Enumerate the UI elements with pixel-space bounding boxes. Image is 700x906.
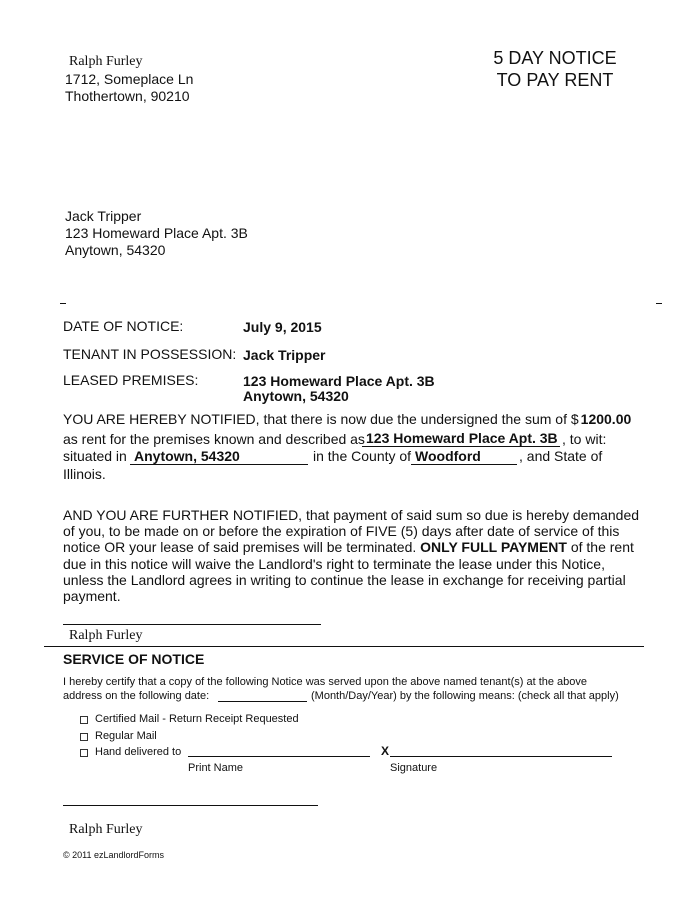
title-line-1: 5 DAY NOTICE: [493, 48, 617, 68]
landlord-signature-name: Ralph Furley: [69, 628, 143, 643]
hand-delivered-label: Hand delivered to: [95, 746, 182, 758]
tenant-name: Jack Tripper: [65, 208, 142, 224]
premises-line-1: 123 Homeward Place Apt. 3B: [243, 373, 435, 389]
amount-value: 1200.00: [580, 411, 632, 427]
tenant-label: TENANT IN POSSESSION:: [63, 346, 237, 362]
city-fill: Anytown, 54320: [130, 448, 308, 465]
x-mark: X: [381, 744, 390, 758]
landlord-signature-line: [63, 624, 321, 625]
copyright: © 2011 ezLandlordForms: [63, 850, 165, 860]
notice-text-1: YOU ARE HEREBY NOTIFIED, that there is now due the undersigned the sum of $: [63, 411, 579, 427]
fold-mark-right: [656, 303, 662, 304]
premises-line-2: Anytown, 54320: [243, 388, 349, 404]
regular-mail-checkbox[interactable]: [80, 733, 88, 741]
landlord-city: Thothertown, 90210: [65, 88, 190, 104]
fold-mark-left: [60, 303, 66, 304]
service-heading: SERVICE OF NOTICE: [63, 651, 205, 667]
landlord-name: Ralph Furley: [69, 54, 143, 69]
service-line-2a: address on the following date:: [63, 690, 210, 702]
regular-mail-label: Regular Mail: [95, 730, 157, 742]
notice-line-1: [63, 411, 631, 428]
section-divider: [44, 646, 644, 647]
hand-delivered-checkbox[interactable]: [80, 749, 88, 757]
service-line-2b: (Month/Day/Year) by the following means: (check all that apply): [311, 690, 619, 702]
further-notice-text-b: of the rent due in this notice will waive the Landlord's right to terminate the lease under this Notice, unless the Landlord agrees in writing to continue the lease in exchange for receiving partial payment.: [63, 539, 634, 605]
date-label: DATE OF NOTICE:: [63, 318, 184, 334]
further-notice-text-a: AND YOU ARE FURTHER NOTIFIED, that payment of said sum so due is hereby demanded of you, to be made on or before the expiration of FIVE (5) days after date of service of this notice OR your lease of said premises will be terminated.: [63, 507, 640, 556]
tenant-city: Anytown, 54320: [65, 242, 166, 258]
signer-line: [63, 805, 318, 806]
certified-mail-label: Certified Mail - Return Receipt Requested: [95, 713, 299, 725]
print-name-caption: Print Name: [188, 762, 244, 774]
signature-caption: Signature: [390, 762, 438, 774]
landlord-street: 1712, Someplace Ln: [65, 71, 194, 87]
further-notice-paragraph: [63, 507, 643, 604]
service-line-1: I hereby certify that a copy of the following Notice was served upon the above named tenant(s) at the above: [63, 676, 588, 688]
premises-fill: 123 Homeward Place Apt. 3B: [362, 430, 560, 447]
document-title: [470, 47, 640, 91]
notice-text-7: Illinois.: [63, 466, 106, 482]
certified-mail-checkbox[interactable]: [80, 716, 88, 724]
signer-name: Ralph Furley: [69, 822, 143, 837]
tenant-street: 123 Homeward Place Apt. 3B: [65, 225, 248, 241]
notice-text-6: , and State of: [519, 448, 603, 464]
print-name-line[interactable]: [188, 756, 370, 757]
tenant-value: Jack Tripper: [243, 347, 326, 363]
date-value: July 9, 2015: [243, 319, 322, 335]
notice-text-3: , to wit:: [562, 431, 607, 447]
notice-text-4: situated in: [63, 448, 127, 464]
signature-line[interactable]: [390, 756, 612, 757]
full-payment-emphasis: ONLY FULL PAYMENT: [420, 539, 567, 556]
service-date-line: [218, 701, 307, 702]
county-fill: Woodford: [411, 448, 517, 465]
notice-text-2: as rent for the premises known and described as: [63, 431, 365, 447]
title-line-2: TO PAY RENT: [496, 70, 614, 90]
notice-text-5: in the County of: [313, 448, 412, 464]
premises-label: LEASED PREMISES:: [63, 372, 199, 388]
